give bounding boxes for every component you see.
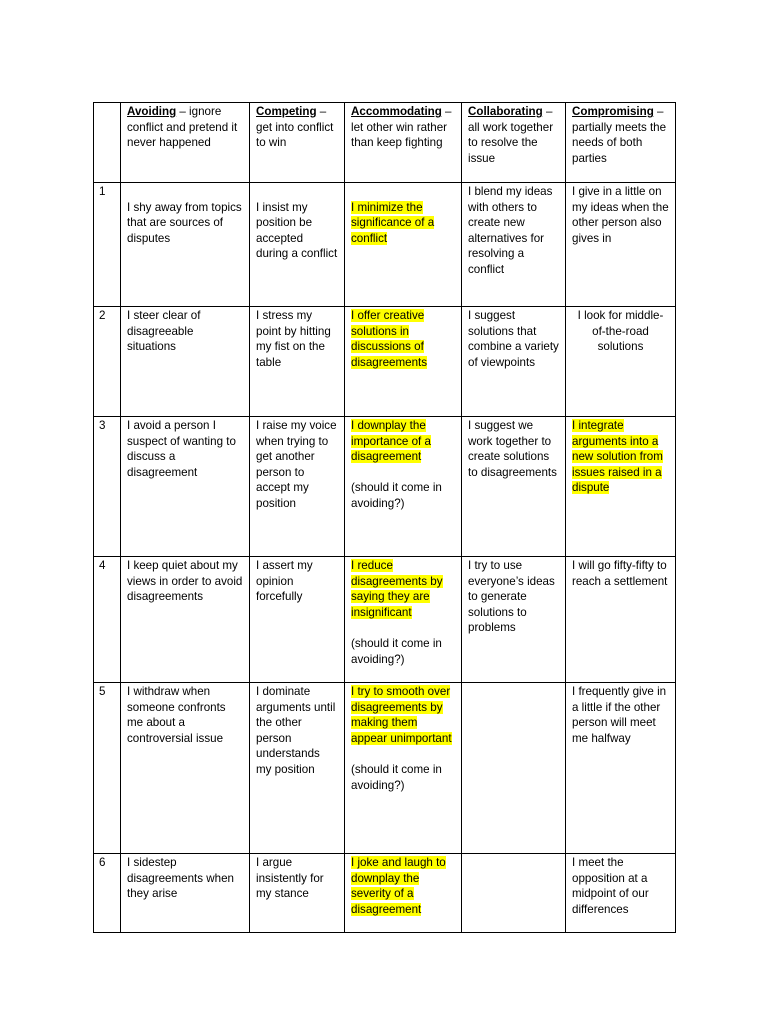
table-row <box>94 183 676 307</box>
row-number: 4 <box>94 557 121 683</box>
accommodating-note: (should it come in avoiding?) <box>351 481 442 510</box>
cell-accommodating: I downplay the importance of a disagreement (should it come in avoiding?) <box>345 417 462 557</box>
table-row <box>94 683 676 854</box>
cell-competing: I insist my position be accepted during a conflict <box>250 183 345 307</box>
cell-accommodating: I minimize the significance of a conflict <box>345 183 462 307</box>
cell-collaborating <box>462 854 566 933</box>
cell-avoiding: I shy away from topics that are sources of disputes <box>121 183 250 307</box>
cell-accommodating: I try to smooth over disagreements by making them appear unimportant (should it come in avoiding?) <box>345 683 462 854</box>
header-avoiding: Avoiding – ignore conflict and pretend it never happened <box>121 103 250 183</box>
cell-avoiding: I avoid a person I suspect of wanting to discuss a disagreement <box>121 417 250 557</box>
cell-accommodating: I joke and laugh to downplay the severity of a disagreement <box>345 854 462 933</box>
cell-competing: I argue insistently for my stance <box>250 854 345 933</box>
cell-competing: I stress my point by hitting my fist on the table <box>250 307 345 417</box>
cell-competing: I assert my opinion forcefully <box>250 557 345 683</box>
cell-avoiding: I withdraw when someone confronts me about a controversial issue <box>121 683 250 854</box>
header-collaborating: Collaborating – all work together to resolve the issue <box>462 103 566 183</box>
row-number: 3 <box>94 417 121 557</box>
header-competing: Competing – get into conflict to win <box>250 103 345 183</box>
row-number: 6 <box>94 854 121 933</box>
table-row <box>94 557 676 683</box>
header-accommodating: Accommodating – let other win rather than keep fighting <box>345 103 462 183</box>
table-row <box>94 307 676 417</box>
cell-collaborating: I suggest solutions that combine a variety of viewpoints <box>462 307 566 417</box>
cell-compromising: I meet the opposition at a midpoint of our differences <box>566 854 676 933</box>
cell-avoiding: I sidestep disagreements when they arise <box>121 854 250 933</box>
cell-compromising: I integrate arguments into a new solution from issues raised in a dispute <box>566 417 676 557</box>
accommodating-note: (should it come in avoiding?) <box>351 636 442 666</box>
cell-compromising: I frequently give in a little if the other person will meet me halfway <box>566 683 676 854</box>
table-row <box>94 417 676 557</box>
cell-collaborating: I blend my ideas with others to create new alternatives for resolving a conflict <box>462 183 566 307</box>
conflict-styles-table <box>93 102 676 933</box>
cell-compromising: I look for middle-of-the-road solutions <box>566 307 676 417</box>
row-number: 5 <box>94 683 121 854</box>
cell-collaborating: I suggest we work together to create solutions to disagreements <box>462 417 566 557</box>
header-row <box>94 103 676 183</box>
cell-collaborating <box>462 683 566 854</box>
cell-collaborating: I try to use everyone’s ideas to generate solutions to problems <box>462 557 566 683</box>
table-row <box>94 854 676 933</box>
cell-avoiding: I keep quiet about my views in order to avoid disagreements <box>121 557 250 683</box>
cell-compromising: I give in a little on my ideas when the other person also gives in <box>566 183 676 307</box>
empty-corner-cell <box>94 103 121 183</box>
cell-avoiding: I steer clear of disagreeable situations <box>121 307 250 417</box>
cell-accommodating: I offer creative solutions in discussions of disagreements <box>345 307 462 417</box>
header-compromising: Compromising – partially meets the needs of both parties <box>566 103 676 183</box>
accommodating-note: (should it come in avoiding?) <box>351 762 442 792</box>
cell-accommodating: I reduce disagreements by saying they are insignificant (should it come in avoiding?) <box>345 557 462 683</box>
cell-competing: I dominate arguments until the other person understands my position <box>250 683 345 854</box>
row-number: 1 <box>94 183 121 307</box>
cell-compromising: I will go fifty-fifty to reach a settlement <box>566 557 676 683</box>
row-number: 2 <box>94 307 121 417</box>
cell-competing: I raise my voice when trying to get another person to accept my position <box>250 417 345 557</box>
